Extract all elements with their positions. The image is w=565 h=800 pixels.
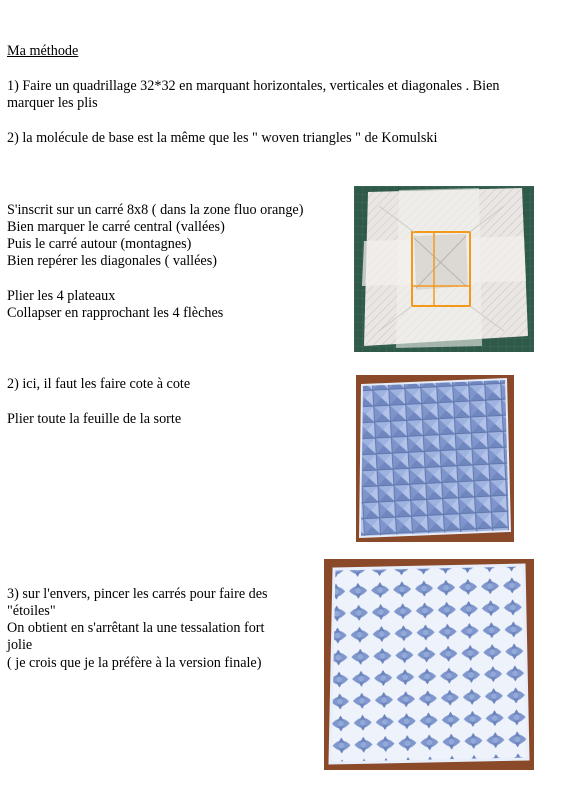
heading: Ma méthode xyxy=(7,43,79,59)
tessellation-back-photo xyxy=(324,559,534,770)
block3-line: On obtient en s'arrêtant la une tessalation fort xyxy=(7,620,265,636)
block3-line: 3) sur l'envers, pincer les carrés pour faire des xyxy=(7,586,268,602)
block1-line: Bien repérer les diagonales ( vallées) xyxy=(7,253,217,269)
block2-line1: 2) ici, il faut les faire cote à cote xyxy=(7,376,191,392)
step1-line1: 1) Faire un quadrillage 32*32 en marquant horizontales, verticales et diagonales . Bien xyxy=(7,78,500,94)
block3-line: jolie xyxy=(7,637,33,653)
block1-line: Plier les 4 plateaux xyxy=(7,288,116,304)
step1-line2: marquer les plis xyxy=(7,95,98,111)
block3-line: "étoiles" xyxy=(7,603,56,619)
block2-line2: Plier toute la feuille de la sorte xyxy=(7,411,182,427)
tessellation-front-photo xyxy=(356,375,514,542)
crease-pattern-photo xyxy=(354,186,534,352)
step2-text: 2) la molécule de base est la même que les " woven triangles " de Komulski xyxy=(7,130,438,146)
block1-line: Puis le carré autour (montagnes) xyxy=(7,236,192,252)
block1-line: S'inscrit sur un carré 8x8 ( dans la zone fluo orange) xyxy=(7,202,304,218)
block1-line: Bien marquer le carré central (vallées) xyxy=(7,219,225,235)
block3-line: ( je crois que je la préfère à la version finale) xyxy=(7,655,262,671)
block1-line: Collapser en rapprochant les 4 flèches xyxy=(7,305,224,321)
